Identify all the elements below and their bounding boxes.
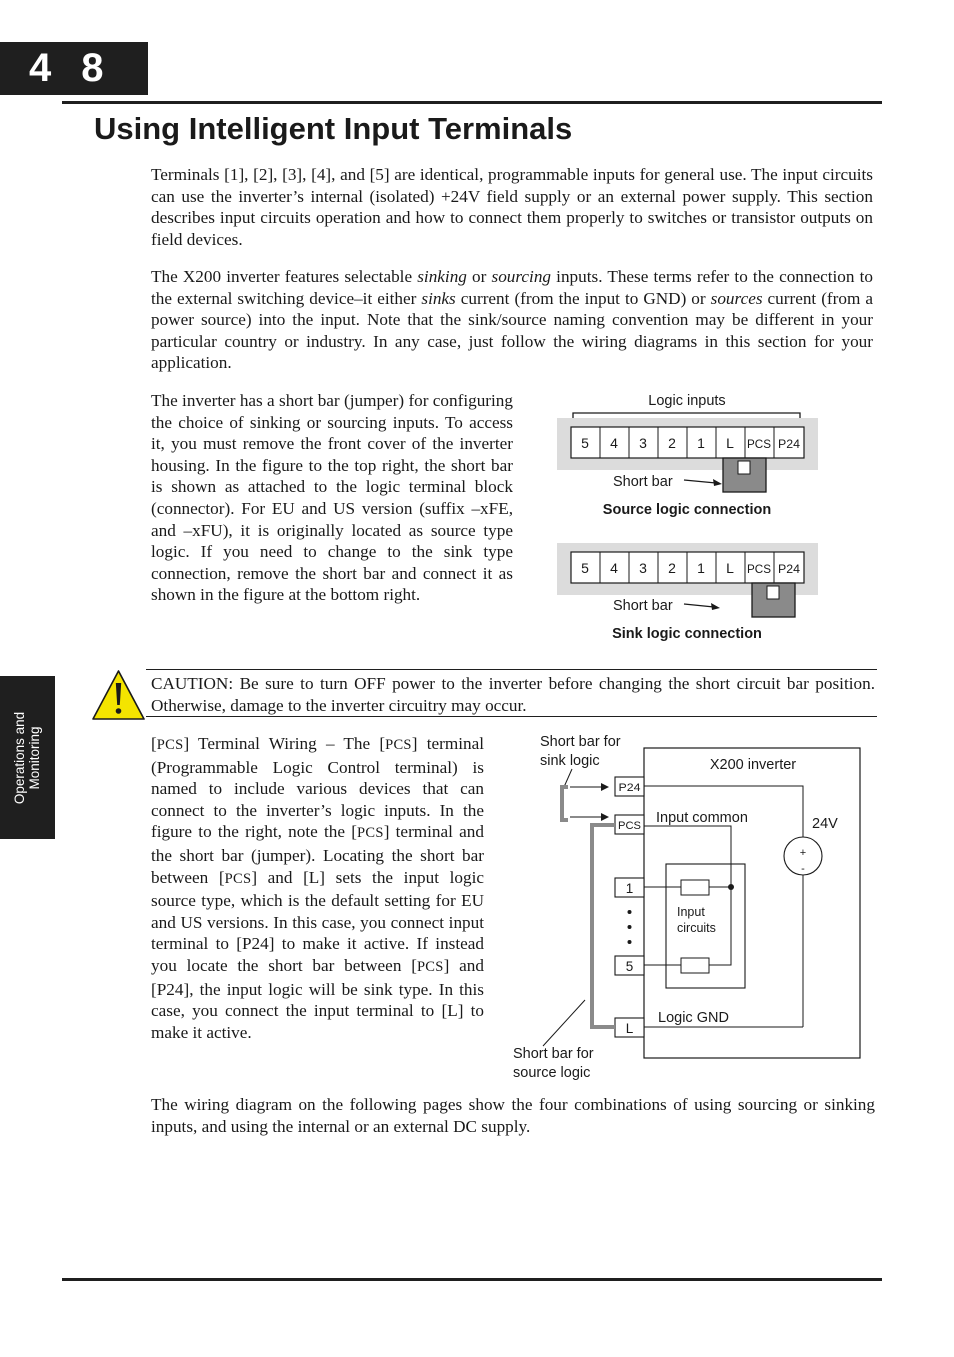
logic-gnd-label: Logic GND [658, 1010, 729, 1026]
terminal-label: 2 [668, 435, 676, 451]
pcs-label: PCS [618, 820, 641, 832]
term-pcs: PCS [156, 737, 184, 753]
page-number: 8 [81, 46, 104, 90]
side-tab-line: Monitoring [27, 726, 42, 790]
input-common-line [644, 826, 731, 887]
arrow-line [684, 480, 716, 483]
text-run: or [466, 267, 492, 286]
term-pcs: PCS [416, 958, 444, 975]
ellipsis-dot [628, 925, 632, 929]
terminal-label: 1 [697, 560, 705, 576]
short-bar-paragraph: The inverter has a short bar (jumper) for configuring the choice of sinking or sourcing inputs. To access it, you must remove the front cover of the inverter housing. In the figure to the top right, the short bar is shown as attached to the logic terminal block (connector). For EU and US version (suffix –xFE, and –xFU), it is originally located as source type logic. If you need to change to the sink type connection, remove the short bar and connect it as shown in the figure at the bottom right. [151, 391, 513, 605]
leader-line [564, 769, 572, 787]
caution-rule [146, 716, 877, 717]
leader-line [543, 1000, 585, 1046]
caution-note [151, 673, 875, 716]
input-resistor-1 [681, 880, 709, 895]
p24-label: P24 [618, 782, 641, 794]
pcs-wiring-diagram [505, 730, 865, 1086]
text-run: ] and [P24], the input logic will be sink type. In this case, you connect the input terminal to [L] to make it active. [151, 955, 484, 1042]
arrow-head [713, 479, 722, 486]
text-run: The X200 inverter features selectable [151, 267, 418, 286]
sink-short-bar [562, 787, 568, 820]
terminal-label: 5 [581, 435, 589, 451]
short-bar-label: Short bar [613, 598, 673, 614]
term-pcs: PCS [356, 825, 384, 842]
term-pcs: PCS [385, 737, 412, 753]
term-sources: sources [710, 288, 763, 308]
terminal-label: P24 [778, 562, 801, 576]
caution-message: Be sure to turn OFF power to the inverter before changing the short circuit bar position. Otherwise, damage to the inverter circuitry may occur. [151, 674, 875, 715]
side-tab-line: Operations and [12, 711, 27, 805]
input-circuits-label: Input [677, 905, 705, 919]
footer-rule [62, 1278, 882, 1281]
terminal-label: P24 [778, 437, 801, 451]
term-sourcing: sourcing [491, 267, 552, 286]
arrow-head [601, 783, 609, 791]
terminal-label: 4 [610, 560, 618, 576]
arrow-head [601, 813, 609, 821]
logic-inputs-label: Logic inputs [648, 393, 726, 409]
input-resistor-5 [681, 958, 709, 973]
closing-paragraph: The wiring diagram on the following pages show the four combinations of using sourcing or sinking inputs, and using the internal or an external DC supply. [151, 1095, 875, 1136]
warning-icon [91, 669, 146, 721]
terminal-label: L [726, 435, 734, 451]
sink-logic-caption: Sink logic connection [612, 626, 762, 642]
text-run: inputs. These terms refer to the connection to the external switching device–it either [151, 267, 873, 308]
source-short-bar-label: source logic [513, 1065, 591, 1081]
text-run: ] Terminal Wiring – The [ [183, 734, 386, 753]
chapter-number: 4 [29, 46, 52, 90]
arrow-head [711, 603, 720, 610]
sink-source-paragraph [151, 266, 873, 374]
supply-plus: + [799, 847, 807, 859]
intro-paragraph: Terminals [1], [2], [3], [4], and [5] are identical, programmable inputs for general use. The input circuits can use the inverter’s internal (isolated) +24V field supply or an external power supply. This section describes input circuits operation and how to connect them properly to switches or transistor outputs on field devices. [151, 165, 873, 249]
section-side-tab [0, 676, 55, 839]
supply-label: 24V [812, 816, 838, 832]
terminal-label: 4 [610, 435, 618, 451]
input-circuits-label: circuits [677, 921, 716, 935]
source-logic-caption: Source logic connection [602, 502, 772, 518]
input-common-label: Input common [656, 810, 748, 826]
sink-short-bar-label: Short bar for [540, 734, 621, 750]
term-sinks: sinks [421, 288, 456, 308]
page-number-tab [0, 42, 148, 95]
header-rule [62, 101, 882, 104]
terminal-l-label: L [625, 1021, 634, 1036]
terminal-5-label: 5 [625, 959, 634, 974]
source-short-bar [592, 825, 615, 1027]
text-run: ] and [L] sets the input logic source type, which is the default setting for EU and US versions. In this case, you connect input terminal to [P24] to make it active. If instead you locate the short bar between [ [151, 867, 484, 975]
source-short-bar-label: Short bar for [513, 1046, 594, 1062]
arrow-line [684, 604, 714, 607]
text-run: [ [151, 734, 157, 753]
pcs-terminal-paragraph [151, 733, 484, 1043]
side-tab-label [12, 712, 42, 804]
terminal-label: L [726, 560, 734, 576]
supply-minus: - [801, 863, 805, 875]
term-sinking: sinking [417, 267, 467, 286]
ellipsis-dot [628, 910, 632, 914]
terminal-label: PCS [747, 562, 771, 576]
terminal-1-label: 1 [625, 881, 634, 896]
terminal-block-figures [550, 385, 830, 647]
terminal-label: 3 [639, 560, 647, 576]
terminal-label: 2 [668, 560, 676, 576]
text-run: ] terminal (Programmable Logic Control terminal) is named to include various devices that can connect to the inverter’s logic inputs. In the figure to the right, note the [ [151, 734, 484, 842]
inverter-label: X200 inverter [709, 757, 797, 773]
term-pcs: PCS [224, 870, 252, 887]
terminal-label: 5 [581, 560, 589, 576]
short-bar-slot [767, 586, 779, 599]
sink-short-bar-label: sink logic [540, 753, 600, 769]
text-run: current (from a power source) into the input. Note that the sink/source naming convention may be different in your particular country or industry. In any case, just follow the wiring diagrams in this section for your application. [151, 288, 873, 373]
terminal-label: PCS [747, 437, 771, 451]
short-bar-label: Short bar [613, 474, 673, 490]
caution-label: CAUTION: [151, 674, 234, 693]
terminal-label: 1 [697, 435, 705, 451]
ellipsis-dot [628, 940, 632, 944]
text-run: current (from the input to GND) or [455, 288, 711, 308]
page-title: Using Intelligent Input Terminals [94, 111, 573, 146]
caution-rule [146, 669, 877, 670]
terminal-label: 3 [639, 435, 647, 451]
short-bar-slot [738, 461, 750, 474]
text-run: ] terminal and the short bar (jumper). Locating the short bar between [ [151, 822, 484, 887]
